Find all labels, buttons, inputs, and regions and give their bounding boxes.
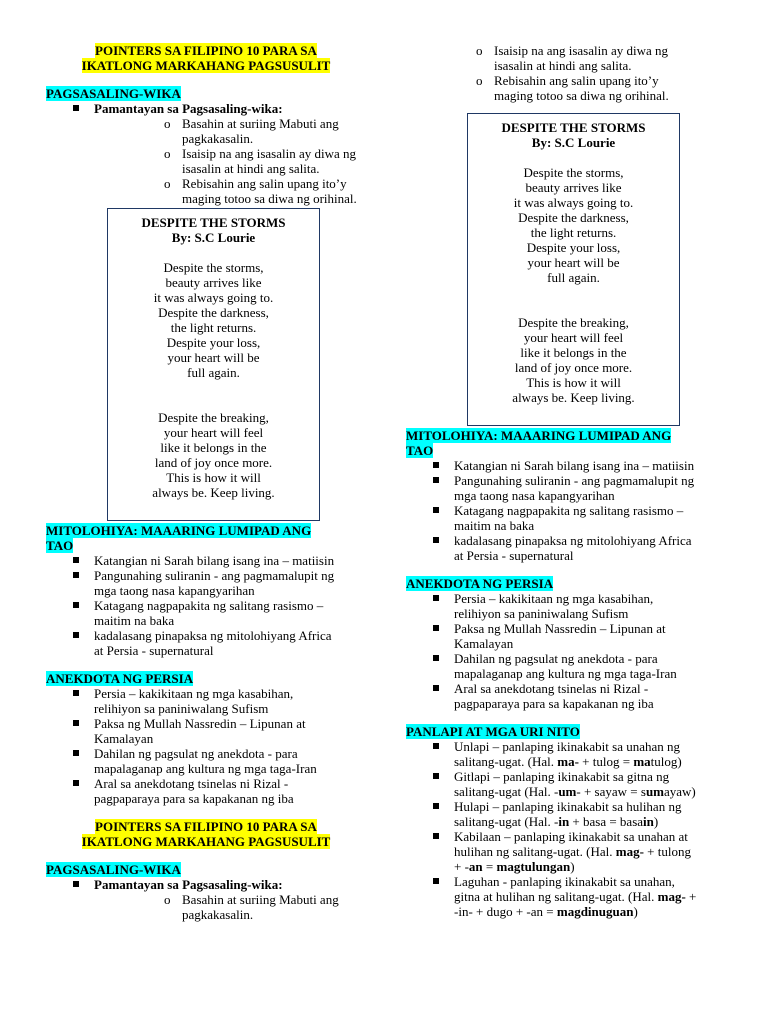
sub-list-item: o Basahin at suriing Mabuti ang pagkakasalin.	[94, 892, 366, 922]
list-item: kadalasang pinapaksa ng mitolohiyang Africa at Persia - supernatural	[46, 628, 366, 658]
list-item: Paksa ng Mullah Nassredin – Lipunan at Kamalayan	[46, 716, 366, 746]
anekdota-list	[406, 591, 726, 711]
sub-list-item: o Isaisip na ang isasalin ay diwa ng isasalin at hindi ang salita.	[406, 43, 726, 73]
poem-stanza: Despite the breaking, your heart will feel like it belongs in the land of joy once more. This is how it will always be. Keep living.	[512, 315, 635, 405]
section-heading-anekdota: ANEKDOTA NG PERSIA	[406, 576, 554, 591]
right-column	[406, 0, 726, 919]
poem-stanza: Despite the breaking, your heart will feel like it belongs in the land of joy once more. This is how it will always be. Keep living.	[152, 410, 275, 500]
section-heading-pagsasaling-wika: PAGSASALING-WIKA	[46, 862, 181, 877]
poem-stanza: Despite the storms, beauty arrives like it was always going to. Despite the darkness, the light returns. Despite your loss, your heart will be full again.	[153, 260, 274, 380]
list-item: Katagang nagpapakita ng salitang rasismo – maitim na baka	[46, 598, 366, 628]
poem-title: DESPITE THE STORMS	[141, 215, 286, 230]
section-heading-mitolohiya: MITOLOHIYA: MAAARING LUMIPAD ANG TAO	[406, 428, 672, 458]
list-item: Dahilan ng pagsulat ng anekdota - para mapalaganap ang kultura ng mga taga-Iran	[406, 651, 726, 681]
list-item-hulapi: Hulapi – panlaping ikinakabit sa hulihan ng salitang-ugat (Hal. -in + basa = basain)	[406, 799, 726, 829]
list-item: Pamantayan sa Pagsasaling-wika: o Basahin at suriing Mabuti ang pagkakasalin. o Isaisip na ang isasalin ay diwa ng isasalin at hindi ang salita. o Rebisahin ang salin upang ito’y maging totoo sa diwa ng orihinal.	[46, 101, 366, 206]
sub-list-item: o Isaisip na ang isasalin ay diwa ng isasalin at hindi ang salita.	[94, 146, 366, 176]
list-item: Aral sa anekdotang tsinelas ni Rizal - pagpaparaya para sa kapakanan ng iba	[406, 681, 726, 711]
left-column	[46, 0, 366, 922]
poem-author: By: S.C Lourie	[531, 135, 616, 150]
mitolohiya-list	[46, 553, 366, 658]
poem-author: By: S.C Lourie	[171, 230, 256, 245]
list-item-laguhan: Laguhan - panlaping ikinakabit sa unahan, gitna at hulihan ng salitang-ugat. (Hal. mag- + -in- + dugo + -an = magdinuguan)	[406, 874, 726, 919]
list-item: Pangunahing suliranin - ang pagmamalupit ng mga taong nasa kapangyarihan	[46, 568, 366, 598]
anekdota-list	[46, 686, 366, 806]
list-item: Aral sa anekdotang tsinelas ni Rizal - pagpaparaya para sa kapakanan ng iba	[46, 776, 366, 806]
pagsasaling-list	[46, 101, 366, 206]
list-item: Pangunahing suliranin - ang pagmamalupit ng mga taong nasa kapangyarihan	[406, 473, 726, 503]
panlapi-list	[406, 739, 726, 919]
poem-box	[107, 208, 320, 521]
poem-box	[467, 113, 680, 426]
sub-list-item: o Rebisahin ang salin upang ito’y maging totoo sa diwa ng orihinal.	[406, 73, 726, 103]
list-item: Katangian ni Sarah bilang isang ina – matiisin	[406, 458, 726, 473]
list-item: Persia – kakikitaan ng mga kasabihan, relihiyon sa paniniwalang Sufism	[46, 686, 366, 716]
section-heading-mitolohiya: MITOLOHIYA: MAAARING LUMIPAD ANG TAO	[46, 523, 312, 553]
list-item-unlapi: Unlapi – panlaping ikinakabit sa unahan ng salitang-ugat. (Hal. ma- + tulog = matulog)	[406, 739, 726, 769]
list-item-kabilaan: Kabilaan – panlaping ikinakabit sa unahan at hulihan ng salitang-ugat. (Hal. mag- + tulong + -an = magtulungan)	[406, 829, 726, 874]
list-item-gitlapi: Gitlapi – panlaping ikinakabit sa gitna ng salitang-ugat (Hal. -um- + sayaw = sumayaw)	[406, 769, 726, 799]
document-title-repeat: POINTERS SA FILIPINO 10 PARA SA IKATLONG MARKAHANG PAGSUSULIT	[81, 819, 331, 849]
pagsasaling-continued-list	[406, 43, 726, 103]
poem-title: DESPITE THE STORMS	[501, 120, 646, 135]
list-item: Persia – kakikitaan ng mga kasabihan, relihiyon sa paniniwalang Sufism	[406, 591, 726, 621]
list-item: Paksa ng Mullah Nassredin – Lipunan at Kamalayan	[406, 621, 726, 651]
section-heading-panlapi: PANLAPI AT MGA URI NITO	[406, 724, 580, 739]
document-title: POINTERS SA FILIPINO 10 PARA SA IKATLONG MARKAHANG PAGSUSULIT	[81, 43, 331, 73]
list-item: Katagang nagpapakita ng salitang rasismo – maitim na baka	[406, 503, 726, 533]
mitolohiya-list	[406, 458, 726, 563]
section-heading-anekdota: ANEKDOTA NG PERSIA	[46, 671, 194, 686]
poem-stanza: Despite the storms, beauty arrives like it was always going to. Despite the darkness, the light returns. Despite your loss, your heart will be full again.	[513, 165, 634, 285]
list-item: Pamantayan sa Pagsasaling-wika: o Basahin at suriing Mabuti ang pagkakasalin.	[46, 877, 366, 922]
pagsasaling-list	[46, 877, 366, 922]
list-item: kadalasang pinapaksa ng mitolohiyang Africa at Persia - supernatural	[406, 533, 726, 563]
sub-list-item: o Rebisahin ang salin upang ito’y maging totoo sa diwa ng orihinal.	[94, 176, 366, 206]
list-item: Dahilan ng pagsulat ng anekdota - para mapalaganap ang kultura ng mga taga-Iran	[46, 746, 366, 776]
section-heading-pagsasaling-wika: PAGSASALING-WIKA	[46, 86, 181, 101]
list-item: Katangian ni Sarah bilang isang ina – matiisin	[46, 553, 366, 568]
sub-list-item: o Basahin at suriing Mabuti ang pagkakasalin.	[94, 116, 366, 146]
